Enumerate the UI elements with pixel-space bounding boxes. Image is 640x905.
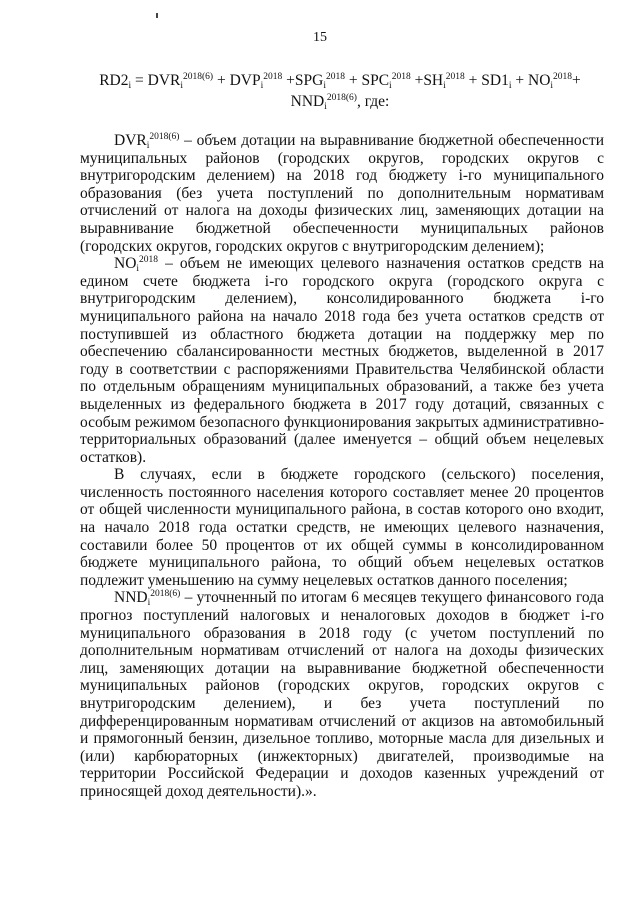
formula-superscript: 2018	[553, 72, 573, 82]
formula-subscript: i	[550, 81, 554, 91]
formula-term: SPG	[294, 72, 324, 89]
formula-operator: +	[213, 72, 230, 89]
definition-superscript: 2018(6)	[150, 589, 181, 600]
definition-superscript: 2018(6)	[149, 132, 180, 142]
definition-text: – объем не имеющих целевого назначения остатков средств на едином счете бюджета i-го городского округа (городского округа с внутригородским делением), консолидированного бюджета i-го муниципального района на начало 2018 года без учета остатков средств от поступившей из областного бюджета дотации на поддержку мер по обеспечению сбалансированности местных бюджетов, выделенной в 2017 году в соответствии с распоряжениями Правительства Челябинской области по отдельным обращениям муниципальных образований, а также без учета выделенных из федерального бюджета в 2017 году дотаций, связанных с особым режимом безопасного функционирования закрытых административно-территориальных образований (далее именуется – общий объем нецелевых остатков).	[80, 255, 604, 466]
definition-text: – объем дотации на выравнивание бюджетной обеспеченности муниципальных районов (городских округов, городских округов с внутригородским делением) на 2018 год бюджету i-го муниципального образования (без учета поступлений по дополнительным нормативам отчислений от налога на доходы физических лиц, заменяющих дотации на выравнивание бюджетной обеспеченности муниципальных районов (городских округов, городских округов с внутригородским делением);	[80, 132, 604, 255]
formula-line-1	[60, 72, 620, 90]
formula-subscript: i	[324, 102, 327, 112]
definition-subscript: i	[136, 264, 140, 275]
formula-superscript: 2018	[391, 72, 411, 82]
formula-operator: +	[511, 72, 528, 89]
formula-subscript: i	[260, 81, 264, 91]
page-number: 15	[313, 30, 327, 45]
formula-subscript: i	[389, 81, 392, 91]
paragraph-cases: В случаях, если в бюджете городского (сельского) поселения, численность постоянного населения которого составляет менее 20 процентов от общей численности муниципального района, в состав которого оно входит, на начало 2018 года остатки средств, не имеющих целевого назначения, составили более 50 процентов от их общей суммы в консолидированном бюджете муниципального района, то общий объем нецелевых остатков подлежит уменьшению на сумму нецелевых остатков данного поселения;	[80, 466, 604, 589]
document-body	[80, 132, 604, 801]
formula-term: SPC	[361, 72, 390, 89]
definition-dvr	[80, 132, 604, 255]
formula-subscript: i	[128, 81, 132, 91]
formula-operator: +	[410, 72, 424, 89]
formula-term: NO	[528, 72, 551, 89]
definition-nnd	[80, 589, 604, 800]
formula-term: RD2	[99, 72, 129, 89]
definition-subscript: i	[146, 141, 150, 151]
formula-term: DVP	[229, 72, 261, 89]
formula-superscript: 2018	[445, 72, 465, 82]
scan-speck	[156, 13, 158, 18]
formula-operator: +	[572, 72, 581, 89]
definition-symbol: NO	[114, 255, 137, 273]
formula-term: SD1	[481, 72, 509, 89]
definition-subscript: i	[147, 598, 151, 609]
formula-term: NND	[290, 93, 325, 110]
formula-superscript: 2018(6)	[326, 93, 357, 103]
formula-subscript: i	[443, 81, 446, 91]
definition-text: – уточненный по итогам 6 месяцев текущего финансового года прогноз поступлений налоговых и неналоговых доходов в бюджет i-го муниципального образования в 2018 году (с учетом поступлений по дополнительным нормативам отчислений от налога на доходы физических лиц, заменяющих дотации на выравнивание бюджетной обеспеченности муниципальных районов (городских округов, городских округов с внутригородским делением), и без учета поступлений по дифференцированным нормативам отчислений от акцизов на автомобильный и прямогонный бензин, дизельное топливо, моторные масла для дизельных и (или) карбюраторных (инжекторных) двигателей, производимые на территории Российской Федерации и доходов казенных учреждений от приносящей доход деятельности).».	[80, 589, 604, 800]
formula-subscript: i	[180, 81, 184, 91]
definition-no	[80, 255, 604, 466]
formula-operator: +	[344, 72, 362, 89]
formula-subscript: i	[508, 81, 512, 91]
formula-operator: +	[282, 72, 295, 89]
definition-symbol: NND	[114, 589, 148, 607]
formula-operator: =	[131, 72, 148, 89]
definition-symbol: DVR	[114, 132, 147, 149]
definition-superscript: 2018	[139, 255, 159, 266]
formula-tail: , где:	[356, 93, 390, 110]
formula-superscript: 2018	[325, 72, 345, 82]
formula-superscript: 2018	[263, 72, 283, 82]
formula-superscript: 2018(6)	[183, 72, 214, 82]
formula-subscript: i	[323, 81, 326, 91]
formula-term: SH	[423, 72, 444, 89]
formula-line-2	[60, 93, 620, 111]
formula-term: DVR	[147, 72, 181, 89]
formula-operator: +	[464, 72, 482, 89]
